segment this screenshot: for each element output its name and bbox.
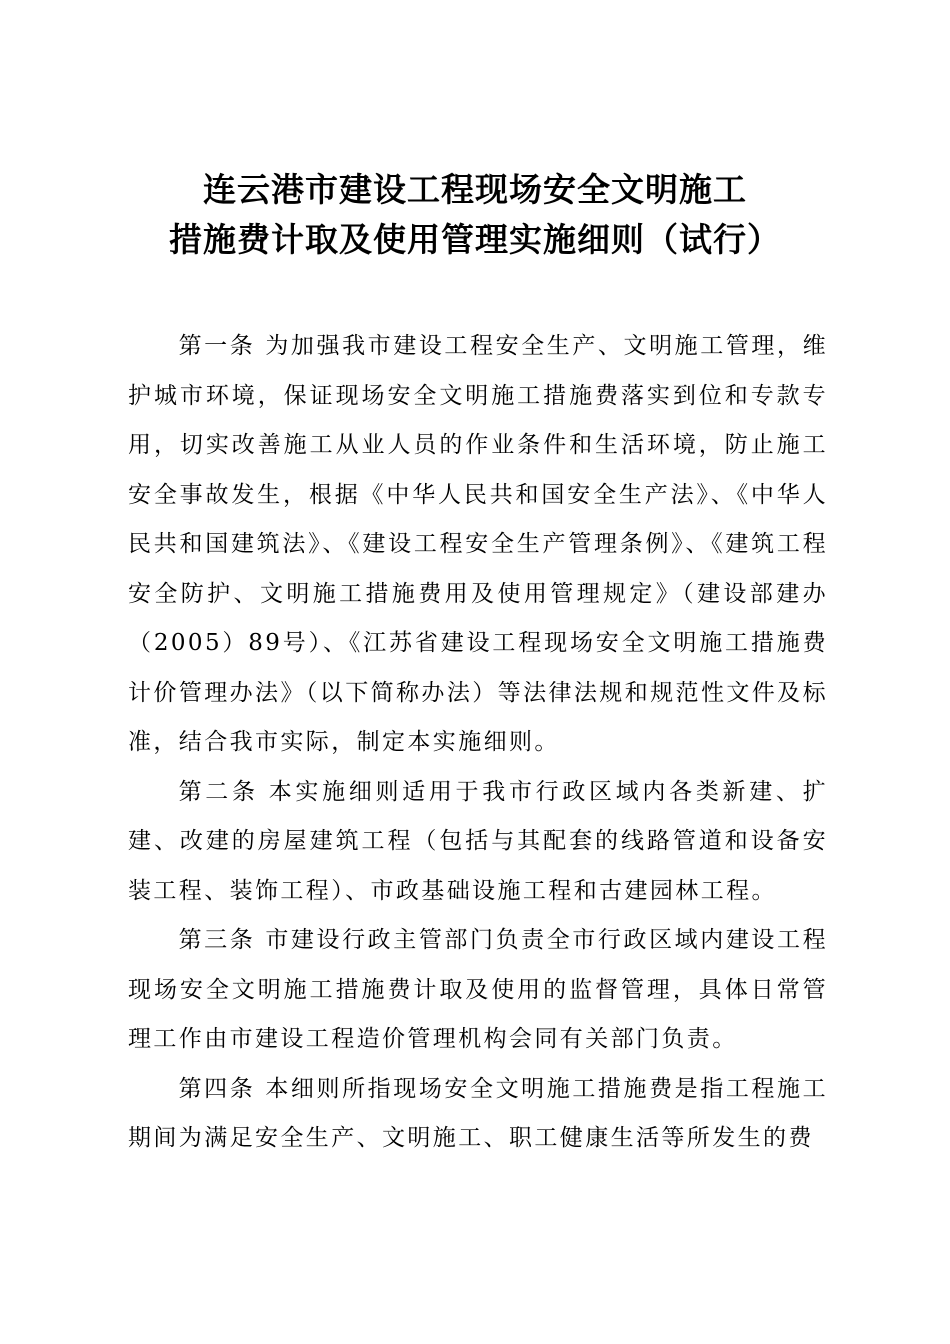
article-1 (128, 322, 828, 768)
document-title (0, 165, 950, 265)
article-2 (128, 768, 828, 917)
article-text: 本细则所指现场安全文明施工措施费是指工程施工期间为满足安全生产、文明施工、职工健康生活等所发生的费 (128, 1075, 828, 1151)
article-number: 第三条 (178, 927, 256, 953)
article-number: 第二条 (178, 778, 259, 805)
article-number: 第四条 (178, 1075, 256, 1102)
article-text: 本实施细则适用于我市行政区域内各类新建、扩建、改建的房屋建筑工程（包括与其配套的线路管道和设备安装工程、装饰工程）、市政基础设施工程和古建园林工程。 (128, 778, 828, 904)
article-text: 为加强我市建设工程安全生产、文明施工管理，维护城市环境，保证现场安全文明施工措施费落实到位和专款专用，切实改善施工从业人员的作业条件和生活环境，防止施工安全事故发生，根据《中华人民共和国安全生产法》、《中华人民共和国建筑法》、《建设工程安全生产管理条例》、《建筑工程安全防护、文明施工措施费用及使用管理规定》（建设部建办（2005）89号）、《江苏省建设工程现场安全文明施工措施费计价管理办法》（以下简称办法）等法律法规和规范性文件及标准，结合我市实际，制定本实施细则。 (128, 333, 828, 755)
article-number: 第一条 (178, 333, 256, 359)
title-line-2: 措施费计取及使用管理实施细则（试行） (169, 220, 781, 259)
article-text: 市建设行政主管部门负责全市行政区域内建设工程现场安全文明施工措施费计取及使用的监督管理，具体日常管理工作由市建设工程造价管理机构会同有关部门负责。 (128, 927, 828, 1052)
article-4 (128, 1065, 828, 1164)
title-line-1: 连云港市建设工程现场安全文明施工 (203, 170, 747, 209)
article-3 (128, 916, 828, 1065)
document-body (128, 322, 828, 1164)
